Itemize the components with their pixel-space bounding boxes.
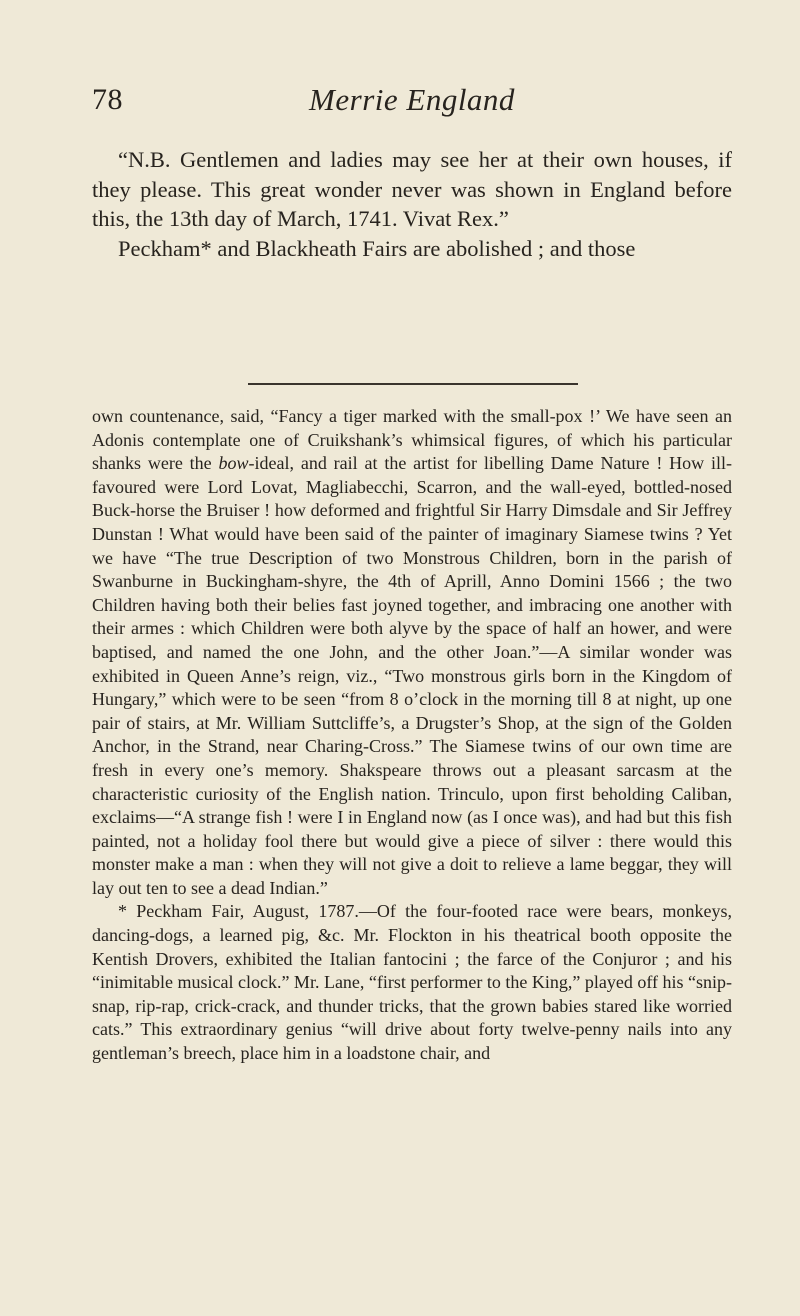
footnote-peckham-fair: * Peckham Fair, August, 1787.—Of the four-footed race were bears, monkeys, dancing-dogs, a learned pig, &c. Mr. Flockton in his theatrical booth opposite the Kentish Drovers, exhibited the Italian fantocini ; the farce of the Conjuror ; and his “inimitable musical clock.” Mr. Lane, “first performer to the King,” played off his “snip-snap, rip-rap, crick-crack, and thunder tricks, that the grown babies stared like worried cats.” This extraordinary genius “will drive about forty twelve-penny nails into any gentleman’s breech, place him in a loadstone chair, and: [92, 901, 732, 1064]
footnote-rule: [248, 383, 578, 385]
footnote-text: -ideal, and rail at the artist for libelling Dame Nature ! How ill-favoured were Lord Lovat, Magliabecchi, Scarron, and the wall-eyed, bottled-nosed Buck-horse the Bruiser ! how deformed and frightful Sir Harry Dimsdale and Sir Jeffrey Dunstan ! What would have been said of the painter of imaginary Siamese twins ? Yet we have “The true Description of two Monstrous Children, born in the parish of Swanburne in Buckingham-shyre, the 4th of Aprill, Anno Domini 1566 ; the two Children having both their belies fast joyned together, and imbracing one another with their armes : which Children were both alyve by the space of half an hower, and were baptised, and named the one John, and the other Joan.”—A similar wonder was exhibited in Queen Anne’s reign, viz., “Two monstrous girls born in the Kingdom of Hungary,” which were to be seen “from 8 o’clock in the morning till 8 at night, up one pair of stairs, at Mr. William Suttcliffe’s, a Drugster’s Shop, at the sign of the Golden Anchor, in the Strand, near Charing-Cross.” The Siamese twins of our own time are fresh in every one’s memory. Shakspeare throws out a pleasant sarcasm at the characteristic curiosity of the English nation. Trinculo, upon first beholding Caliban, exclaims—“A strange fish ! were I in England now (as I once was), and had but this fish painted, not a holiday fool there but would give a piece of silver : there would this monster make a man : when they will not give a doit to relieve a lame beggar, they will lay out ten to see a dead Indian.”: [92, 453, 732, 898]
footnotes: [92, 405, 732, 1066]
main-text: [92, 145, 732, 263]
footnote-italic-word: bow: [218, 453, 249, 474]
footnote-continued: [92, 405, 732, 900]
page-number: 78: [92, 83, 123, 116]
page-header: [92, 82, 732, 122]
main-paragraph: “N.B. Gentlemen and ladies may see her at their own houses, if they please. This great wonder never was shown in England before this, the 13th day of March, 1741. Vivat Rex.”: [92, 147, 732, 231]
footnote-text: own countenance, said, “Fancy a tiger marked with the small-pox !’ We have seen an Adonis contemplate one of Cruikshank’s whimsical figures, of which his particular shanks were the: [92, 406, 732, 474]
main-paragraph: Peckham* and Blackheath Fairs are abolished ; and those: [118, 235, 636, 261]
running-title: Merrie England: [309, 82, 515, 117]
